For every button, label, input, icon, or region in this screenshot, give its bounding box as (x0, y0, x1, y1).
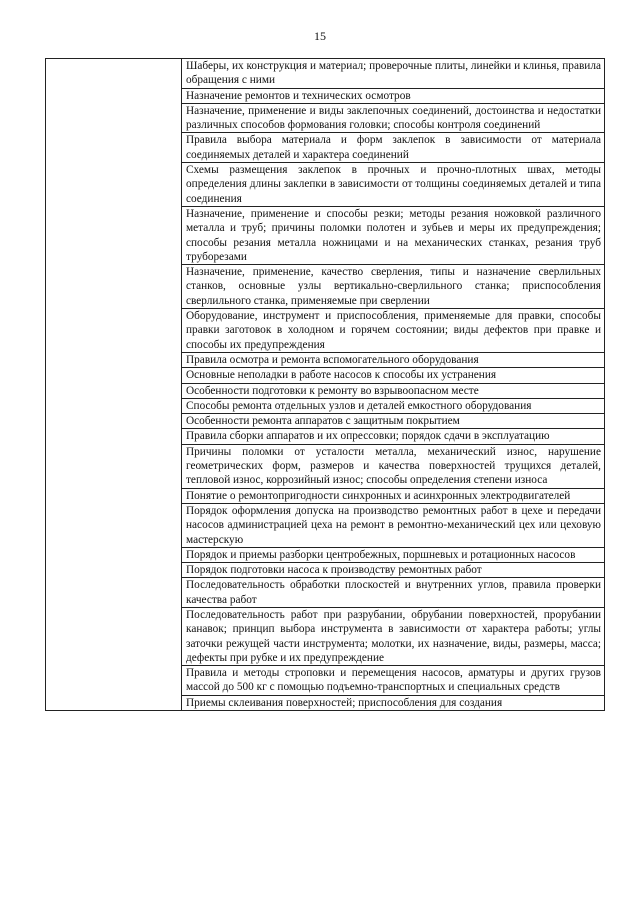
left-empty-column (46, 59, 182, 711)
table-cell: Последовательность работ при разрубании, обрубании поверхностей, прорубании канавок; принцип выбора инструмента в зависимости от характера работы; углы заточки режущей части инструмента; молотки, их назначение, виды, размеры, масса; дефекты при рубке и их предупреждение (182, 607, 605, 665)
table-cell: Способы ремонта отдельных узлов и деталей емкостного оборудования (182, 398, 605, 413)
table-cell: Правила и методы строповки и перемещения насосов, арматуры и других грузов массой до 500 кг с помощью подъемно-транспортных и специальных средств (182, 666, 605, 696)
table-cell: Порядок оформления допуска на производство ремонтных работ в цехе и передачи насосов администрацией цеха на ремонт в ремонтно-механический цех или цеховую мастерскую (182, 503, 605, 547)
curriculum-table (45, 58, 605, 711)
table-cell: Правила сборки аппаратов и их опрессовки; порядок сдачи в эксплуатацию (182, 429, 605, 444)
table-cell: Основные неполадки в работе насосов к способы их устранения (182, 368, 605, 383)
table-cell: Оборудование, инструмент и приспособления, применяемые для правки, способы правки заготовок в холодном и горячем состоянии; виды дефектов при правке и способы их предупреждения (182, 309, 605, 353)
table-cell: Понятие о ремонтопригодности синхронных и асинхронных электродвигателей (182, 488, 605, 503)
table-cell: Правила осмотра и ремонта вспомогательного оборудования (182, 352, 605, 367)
table-cell: Назначение, применение и виды заклепочных соединений, достоинства и недостатки различных способов формования головки; способы контроля соединений (182, 103, 605, 133)
table-cell: Особенности подготовки к ремонту во взрывоопасном месте (182, 383, 605, 398)
table-cell: Правила выбора материала и форм заклепок в зависимости от материала соединяемых деталей и характера соединений (182, 133, 605, 163)
table-cell: Назначение, применение и способы резки; методы резания ножовкой различного металла и труб; причины поломки полотен и зубьев и меры их предупреждения; способы резания металла ножницами и на механических станках, резания труб труборезами (182, 206, 605, 264)
table-cell: Порядок подготовки насоса к производству ремонтных работ (182, 563, 605, 578)
table-cell: Шаберы, их конструкция и материал; проверочные плиты, линейки и клинья, правила обращения с ними (182, 59, 605, 89)
page-number: 15 (314, 29, 326, 43)
table-cell: Назначение, применение, качество сверления, типы и назначение сверлильных станков, основные узлы вертикально-сверлильного станка; приспособления сверлильного станка, применяемые при сверлении (182, 265, 605, 309)
table-cell: Приемы склеивания поверхностей; приспособления для создания (182, 695, 605, 710)
table-cell: Порядок и приемы разборки центробежных, поршневых и ротационных насосов (182, 547, 605, 562)
table-cell: Особенности ремонта аппаратов с защитным покрытием (182, 414, 605, 429)
table-cell: Последовательность обработки плоскостей и внутренних углов, правила проверки качества работ (182, 578, 605, 608)
table-cell: Причины поломки от усталости металла, механический износ, нарушение геометрических форм, размеров и качества поверхностей трущихся деталей, тепловой износ, коррозийный износ; способы определения степени износа (182, 444, 605, 488)
table-cell: Схемы размещения заклепок в прочных и прочно-плотных швах, методы определения длины заклепки в зависимости от толщины соединяемых деталей и типа соединения (182, 163, 605, 207)
table-cell: Назначение ремонтов и технических осмотров (182, 88, 605, 103)
table-row (46, 59, 605, 89)
